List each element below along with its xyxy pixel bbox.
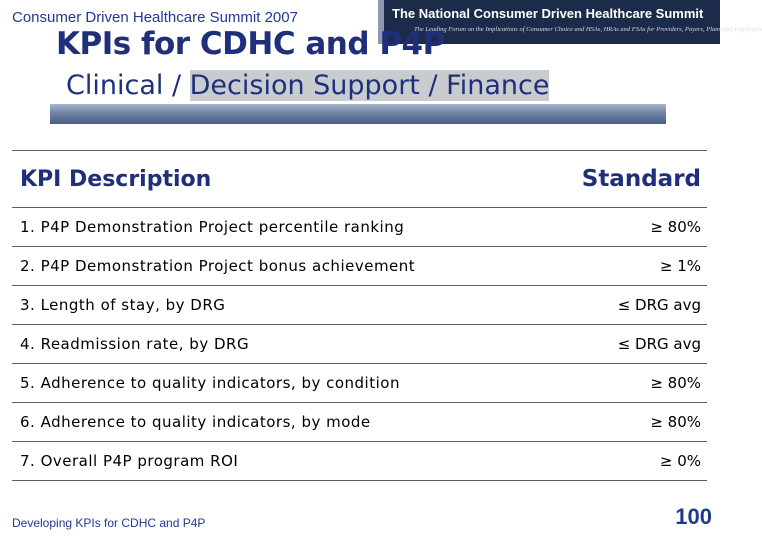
table-row xyxy=(12,208,707,247)
table-row xyxy=(12,403,707,442)
table-row xyxy=(12,364,707,403)
kpi-standard: ≤ DRG avg xyxy=(541,325,707,364)
kpi-standard: ≥ 80% xyxy=(541,403,707,442)
kpi-description: 1. P4P Demonstration Project percentile ranking xyxy=(12,208,541,247)
kpi-table xyxy=(12,150,707,481)
subtitle-clinical: Clinical / xyxy=(66,70,190,101)
kpi-description: 7. Overall P4P program ROI xyxy=(12,442,541,481)
kpi-description: 4. Readmission rate, by DRG xyxy=(12,325,541,364)
table-row xyxy=(12,442,707,481)
kpi-description: 2. P4P Demonstration Project bonus achievement xyxy=(12,247,541,286)
table-row xyxy=(12,247,707,286)
kpi-standard: ≥ 1% xyxy=(541,247,707,286)
banner-subtitle: The Leading Forum on the Implications of Consumer Choice and HSAs, HRAs and FSAs for Providers, Payers, Plans and Employers xyxy=(414,26,762,33)
footer-text: Developing KPIs for CDHC and P4P xyxy=(12,516,206,530)
subtitle-highlight: Decision Support / Finance xyxy=(189,70,550,101)
kpi-description: 3. Length of stay, by DRG xyxy=(12,286,541,325)
kpi-standard: ≥ 80% xyxy=(541,364,707,403)
table-header-row xyxy=(12,151,707,208)
kpi-standard: ≤ DRG avg xyxy=(541,286,707,325)
kpi-description: 6. Adherence to quality indicators, by mode xyxy=(12,403,541,442)
kpi-standard: ≥ 80% xyxy=(541,208,707,247)
slide-title: KPIs for CDHC and P4P xyxy=(56,26,445,62)
slide-subtitle xyxy=(66,70,549,101)
kpi-standard: ≥ 0% xyxy=(541,442,707,481)
header-standard: Standard xyxy=(541,151,707,208)
title-divider-bar xyxy=(50,104,666,124)
kpi-description: 5. Adherence to quality indicators, by condition xyxy=(12,364,541,403)
conference-name: Consumer Driven Healthcare Summit 2007 xyxy=(12,9,298,26)
header-kpi-description: KPI Description xyxy=(12,151,541,208)
banner-title: The National Consumer Driven Healthcare Summit xyxy=(392,6,704,21)
page-number: 100 xyxy=(675,504,712,529)
table-row xyxy=(12,286,707,325)
table-row xyxy=(12,325,707,364)
